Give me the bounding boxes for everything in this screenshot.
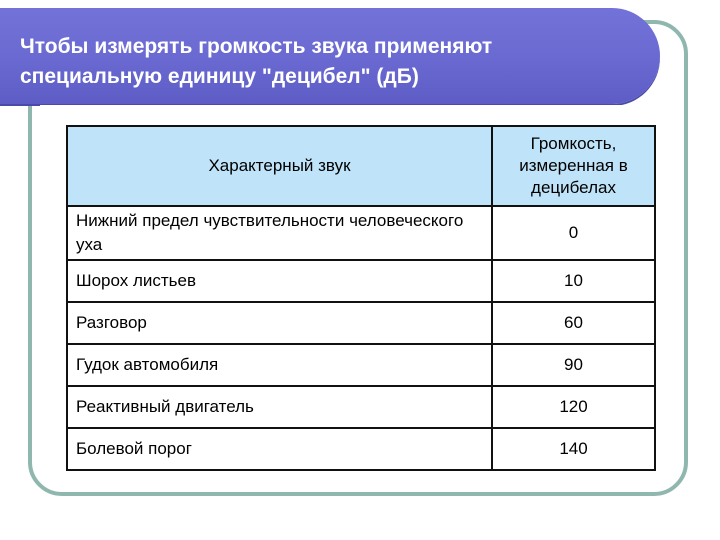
title-banner [0, 8, 660, 104]
sound-cell: Нижний предел чувствительности человеческого уха [67, 206, 492, 260]
table-header-row [67, 126, 655, 206]
sound-cell: Болевой порог [67, 428, 492, 470]
sound-cell: Реактивный двигатель [67, 386, 492, 428]
table-row [67, 260, 655, 302]
db-cell: 90 [492, 344, 655, 386]
table-row [67, 386, 655, 428]
header-loudness: Громкость, измеренная в децибелах [492, 126, 655, 206]
header-sound: Характерный звук [67, 126, 492, 206]
sound-cell: Гудок автомобиля [67, 344, 492, 386]
sound-cell: Разговор [67, 302, 492, 344]
slide-title: Чтобы измерять громкость звука применяют специальную единицу "децибел" (дБ) [20, 35, 493, 88]
sound-cell: Шорох листьев [67, 260, 492, 302]
db-cell: 60 [492, 302, 655, 344]
table-row [67, 302, 655, 344]
db-cell: 120 [492, 386, 655, 428]
title-underline [40, 105, 638, 107]
db-cell: 10 [492, 260, 655, 302]
table-row [67, 206, 655, 260]
db-cell: 0 [492, 206, 655, 260]
decibel-table [66, 125, 656, 471]
table-row [67, 344, 655, 386]
db-cell: 140 [492, 428, 655, 470]
table-row [67, 428, 655, 470]
